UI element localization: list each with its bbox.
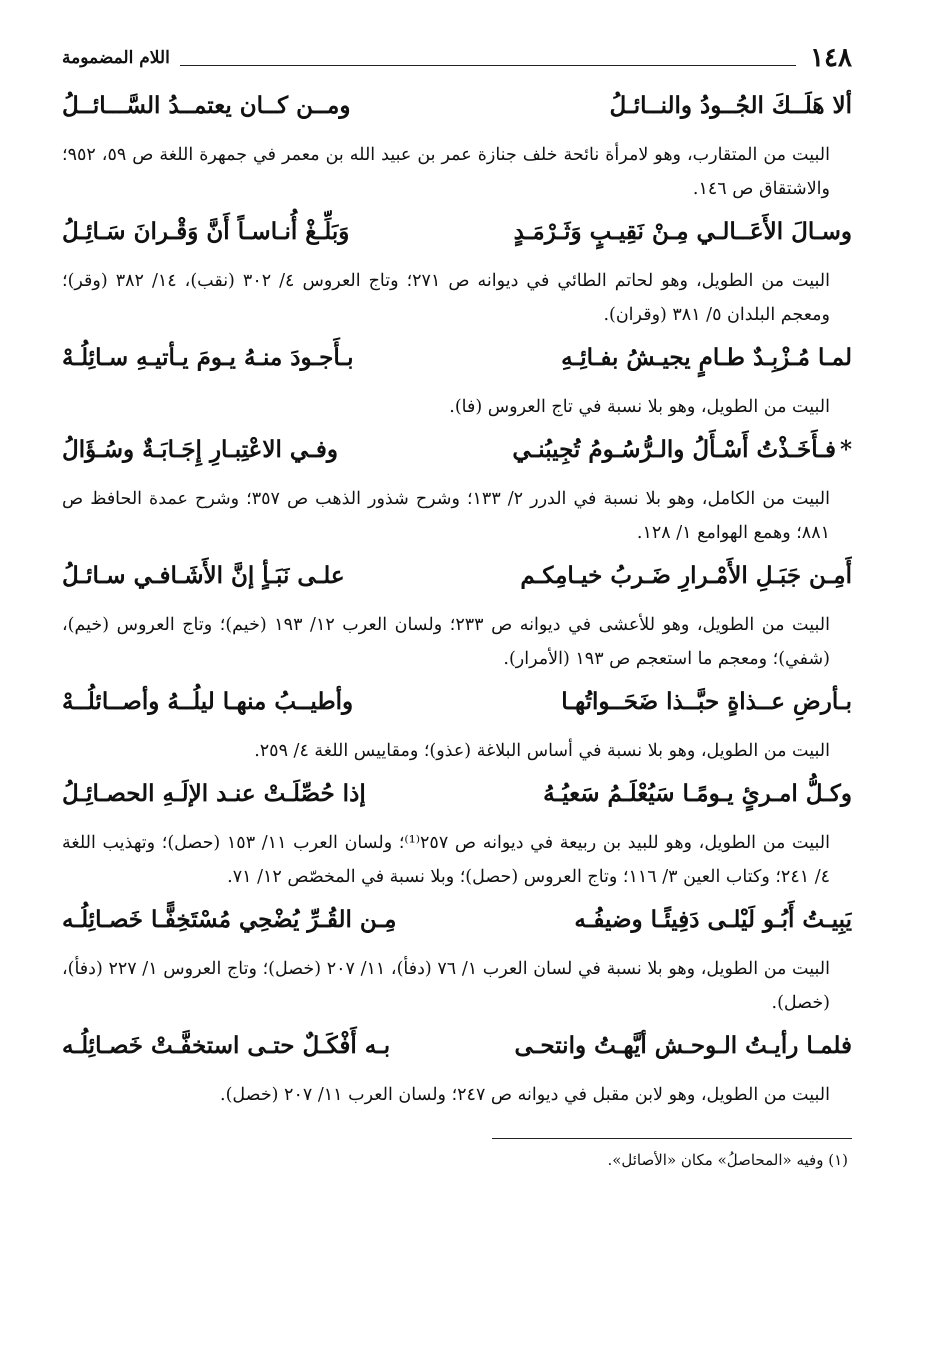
verse-line [62, 424, 852, 482]
verse-line [62, 676, 852, 734]
hemistich-first: بـأرضِ عــذاةٍ حبَّــذا ضَحَــواتُهـا [561, 688, 852, 715]
book-page [62, 36, 852, 1175]
hemistich-first: وكـلُّ امـرئٍ يـومًـا سَيُعْلَـمُ سَعيُـهُ [543, 780, 852, 807]
verse-commentary: البيت من الطويل، وهو بلا نسبة في أساس البلاغة (عذو)؛ ومقاييس اللغة ٤/ ٢٥٩. [254, 741, 830, 761]
header-rule [180, 65, 796, 66]
verse-entry-7 [62, 768, 852, 894]
hemistich-first: أَمِـن جَبَـلِ الأَمْـرارِ ضَـربُ خيـامِكـم [520, 562, 852, 589]
hemistich-first: يَبِيـتُ أَبُـو لَيْلـى دَفِيئًـا وضيفُـه [574, 906, 852, 933]
verse-commentary: البيت من الطويل، وهو للأعشى في ديوانه ص ٢٣٣؛ ولسان العرب ١٢/ ١٩٣ (خيم)؛ وتاج العروس (خيم)، (شفي)؛ ومعجم ما استعجم ص ١٩٣ (الأمرار). [62, 615, 830, 669]
hemistich-first [512, 430, 852, 470]
footnote: (١) وفيه «المحاصلُ» مكان «الأصائل». [607, 1151, 848, 1169]
verse-line [62, 768, 852, 826]
verse-line [62, 80, 852, 138]
verse-entry-6 [62, 676, 852, 768]
verse-entry-8 [62, 894, 852, 1020]
verse-entry-2 [62, 206, 852, 332]
page-number: ١٤٨ [810, 43, 852, 73]
hemistich-second: بـه أَفْكَـلٌ حتـى استخفَّـتْ خَصـائِلُـه [62, 1032, 391, 1059]
verse-entry-9 [62, 1020, 852, 1112]
hemistich-first-text: فـأَخَـذْتُ أَسْـأَلُ والـرُّسُـومُ تُجِيبُنـي [512, 436, 836, 463]
verse-commentary: البيت من الطويل، وهو لابن مقبل في ديوانه ص ٢٤٧؛ ولسان العرب ١١/ ٢٠٧ (خصل). [220, 1085, 830, 1105]
verse-commentary: البيت من المتقارب، وهو لامرأة نائحة خلف جنازة عمر بن عبيد الله بن معمر في جمهرة اللغة ص ٥٩، ٩٥٢؛ والاشتقاق ص ١٤٦. [62, 145, 830, 199]
verse-line [62, 550, 852, 608]
verse-line [62, 1020, 852, 1078]
hemistich-second: ومــن كــان يعتمــدُ السَّـــائــلُ [62, 92, 351, 119]
hemistich-first: وسـالَ الأَعَــالـي مِـنْ نَقِيـبٍ وَثَـرْمَـدٍ [513, 218, 852, 245]
verse-commentary: البيت من الطويل، وهو لحاتم الطائي في ديوانه ص ٢٧١؛ وتاج العروس ٤/ ٣٠٢ (نقب)، ١٤/ ٣٨٢ (وقر)؛ ومعجم البلدان ٥/ ٣٨١ (وقران). [62, 271, 830, 325]
verse-commentary: البيت من الطويل، وهو بلا نسبة في لسان العرب ١/ ٧٦ (دفأ)، ١١/ ٢٠٧ (خصل)؛ وتاج العروس ١/ ٢٢٧ (دفأ)، (خصل). [62, 959, 830, 1013]
hemistich-second: علـى نَبَـأٍ إنَّ الأَشَـافـي سـائـلُ [62, 562, 345, 589]
hemistich-second: إذا حُصِّلَـتْ عنـد الإلَـهِ الحصـائِـلُ [62, 780, 366, 807]
verse-entry-5 [62, 550, 852, 676]
hemistich-first: ألا هَلَــكَ الجُــودُ والنــائـلُ [609, 92, 852, 119]
hemistich-first: لمـا مُـزْبِـدٌ طـامٍ يجيـشُ بفـائِـهِ [561, 344, 852, 371]
hemistich-second: وَبَلِّـغْ أُنـاسـاً أَنَّ وَقْـرانَ سَـائِـلُ [62, 218, 350, 245]
hemistich-second: مِـن القُـرِّ يُضْحِي مُسْتَخِفًّـا خَصـائِلُـه [62, 906, 397, 933]
verse-entry-1 [62, 80, 852, 206]
hemistich-second: وفـي الاعْتِبـارِ إِجَـابَـةٌ وسُـؤَالُ [62, 436, 338, 463]
verse-entry-3 [62, 332, 852, 424]
running-title: اللام المضمومة [62, 48, 170, 68]
verse-commentary: البيت من الطويل، وهو بلا نسبة في تاج العروس (فا). [449, 397, 830, 417]
page-header [62, 36, 852, 80]
verse-entry-4 [62, 424, 852, 550]
asterisk-marker: * [839, 436, 852, 463]
hemistich-second: بـأَجـودَ منـهُ يـومَ يـأتيـهِ سـائِلُـهْ [62, 344, 354, 371]
verse-line [62, 894, 852, 952]
footnote-rule [492, 1138, 852, 1139]
verse-commentary: البيت من الطويل، وهو للبيد بن ربيعة في ديوانه ص ٢٥٧⁽¹⁾؛ ولسان العرب ١١/ ١٥٣ (حصل)؛ وتهذيب اللغة ٤/ ٢٤١؛ وكتاب العين ٣/ ١١٦؛ وتاج العروس (حصل)؛ وبلا نسبة في المخصّص ١٢/ ٧١. [62, 833, 830, 887]
hemistich-second: وأطيــبُ منهـا ليلُــهُ وأصــائلُــهْ [62, 688, 354, 715]
verse-commentary: البيت من الكامل، وهو بلا نسبة في الدرر ٢/ ١٣٣؛ وشرح شذور الذهب ص ٣٥٧؛ وشرح عمدة الحافظ ص ٨٨١؛ وهمع الهوامع ١/ ١٢٨. [62, 489, 831, 543]
hemistich-first: فلمـا رأيـتُ الـوحـش أيَّهـتُ وانتحـى [514, 1032, 852, 1059]
verse-line [62, 206, 852, 264]
verse-line [62, 332, 852, 390]
